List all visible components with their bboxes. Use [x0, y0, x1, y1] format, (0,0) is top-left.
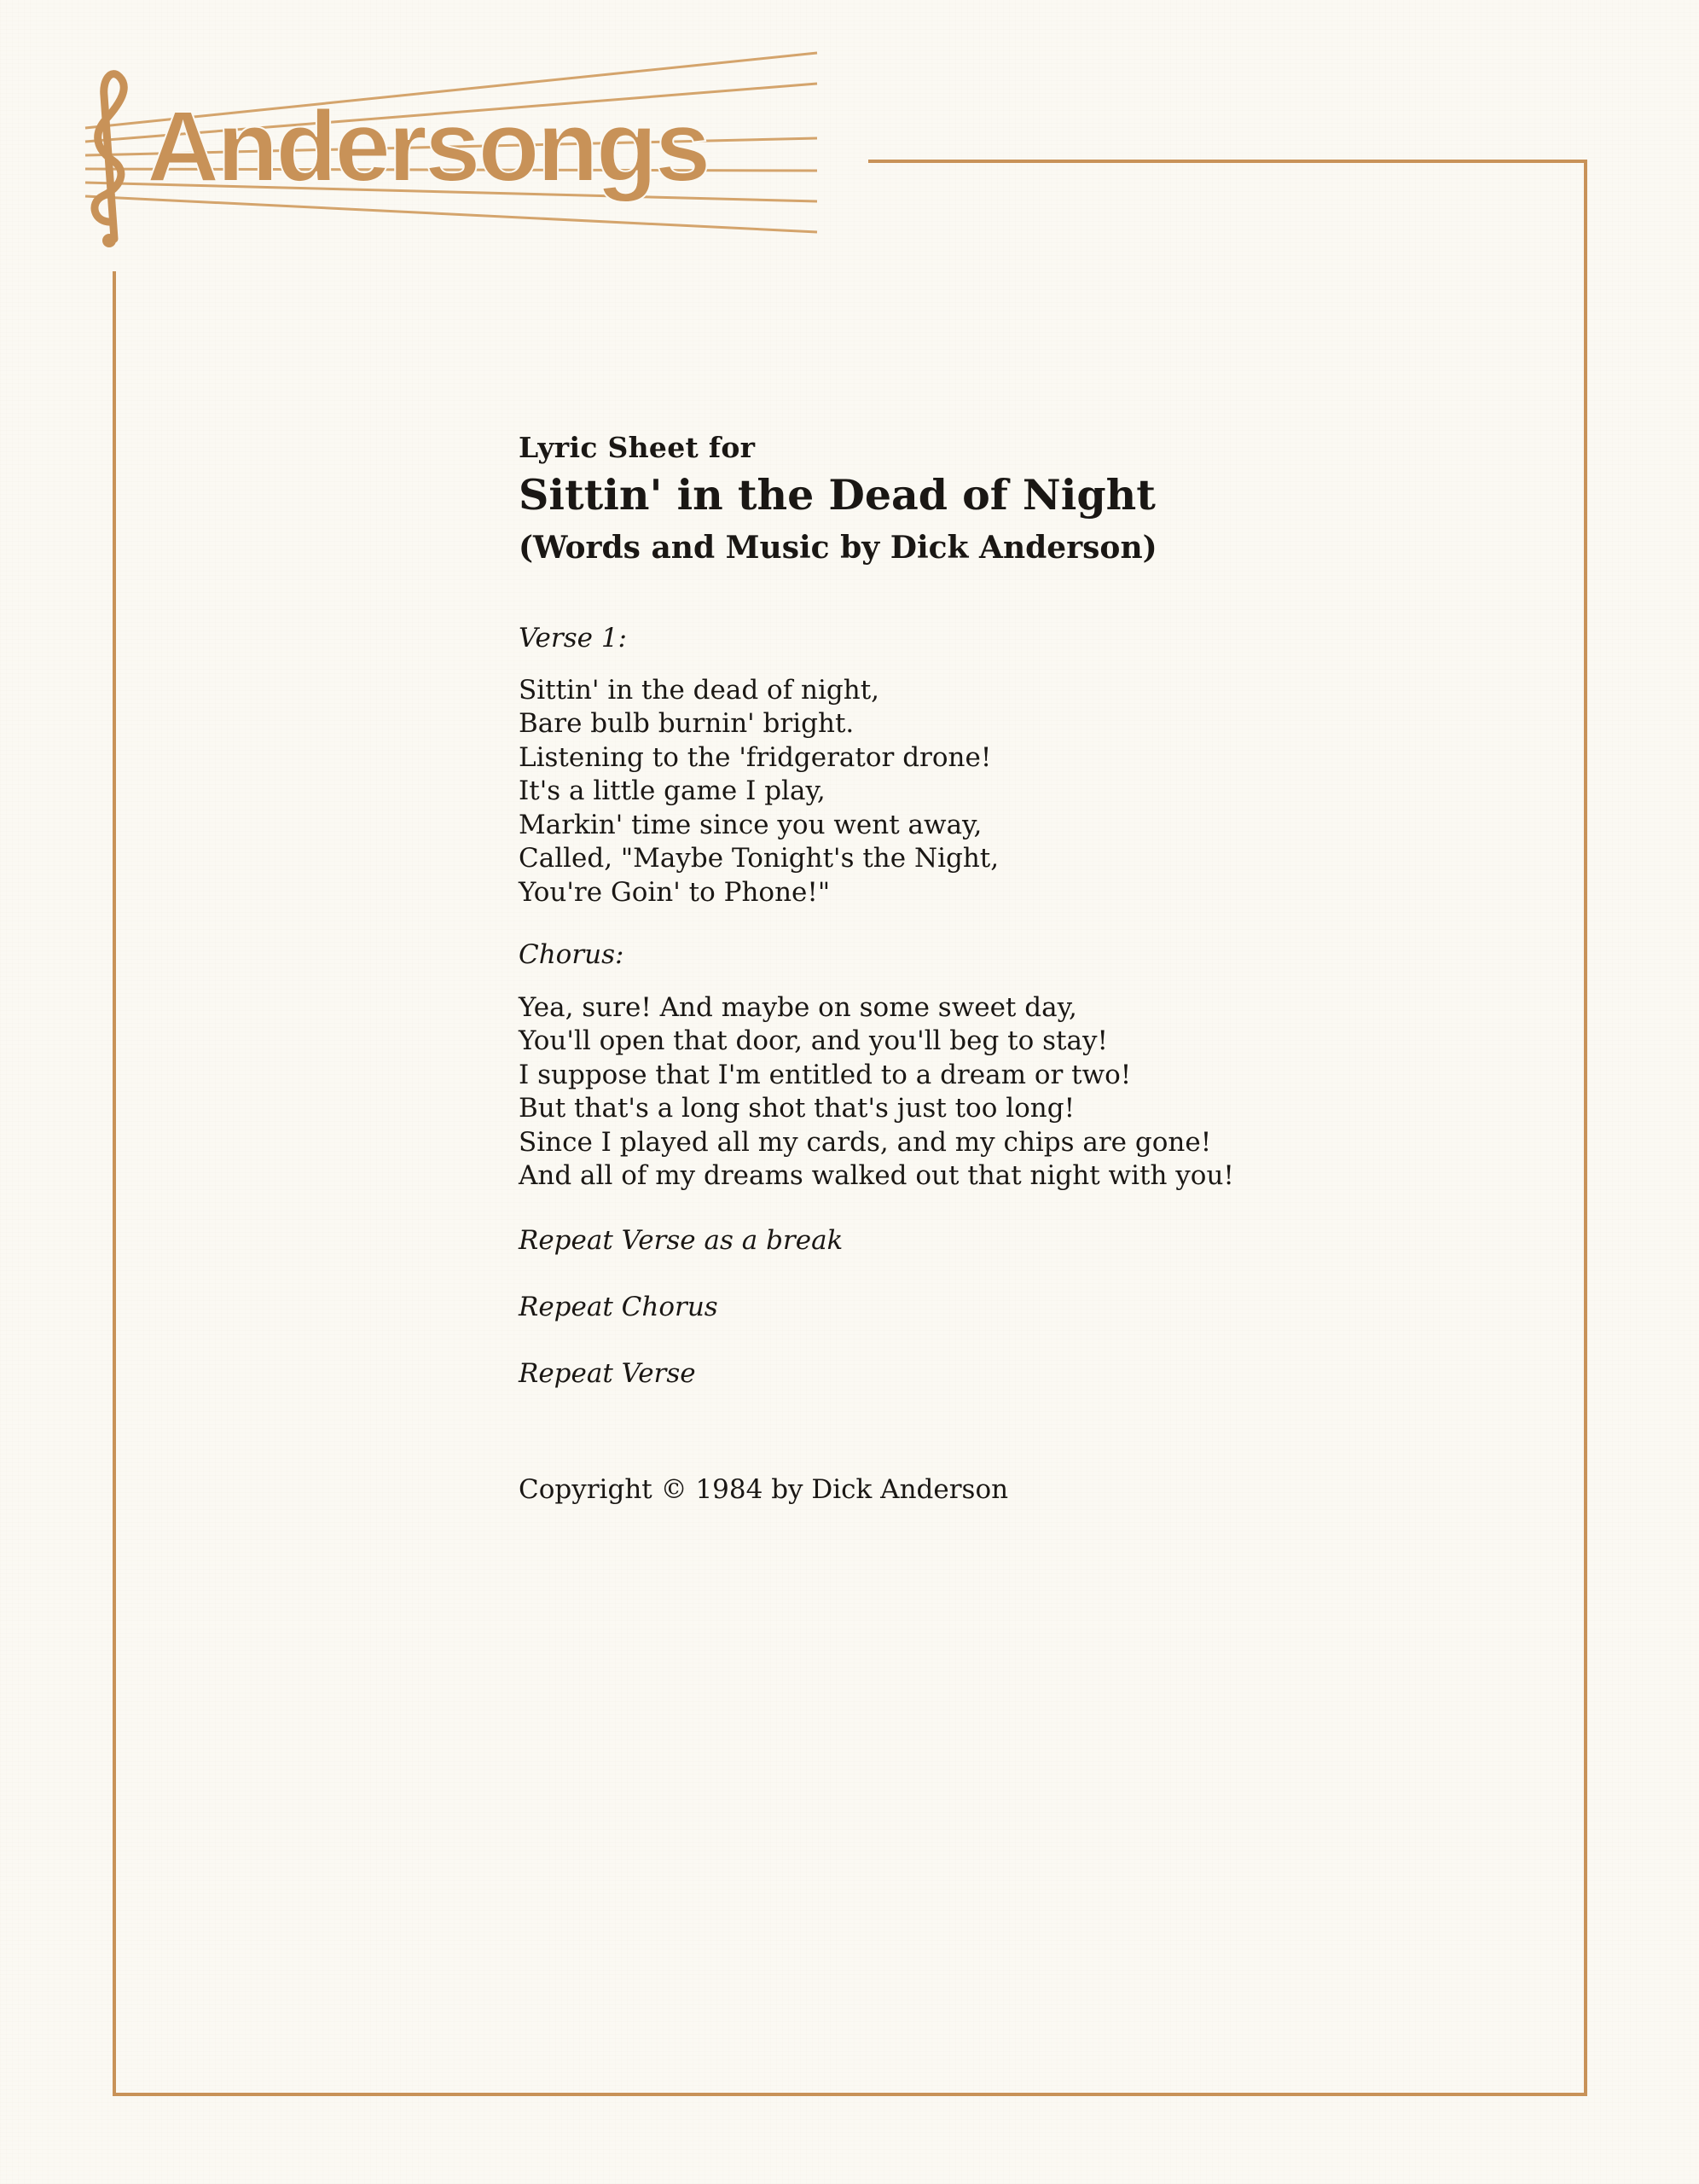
song-title: Sittin' in the Dead of Night: [519, 469, 1156, 520]
chorus-lines: [519, 991, 1559, 1194]
verse-line: Markin' time since you went away,: [519, 809, 983, 840]
copyright-notice: Copyright © 1984 by Dick Anderson: [519, 1473, 1009, 1505]
lyric-sheet: [519, 431, 1559, 1507]
andersongs-logo: [68, 43, 836, 264]
frame-bottom-rule: [113, 2093, 1587, 2096]
chorus-line: Since I played all my cards, and my chips are gone!: [519, 1126, 1212, 1158]
chorus-line: I suppose that I'm entitled to a dream or two!: [519, 1059, 1132, 1090]
verse-line: Bare bulb burnin' bright.: [519, 708, 855, 740]
logo-wordmark: Andersongs: [147, 90, 709, 203]
frame-right-rule: [1584, 160, 1587, 2096]
verse-line: Called, "Maybe Tonight's the Night,: [519, 843, 1000, 874]
repeat-instruction: Repeat Chorus: [519, 1291, 718, 1322]
verse-label: Verse 1:: [519, 622, 627, 653]
chorus-line: And all of my dreams walked out that night with you!: [519, 1160, 1234, 1192]
verse-lines: [519, 674, 1559, 910]
repeat-instructions: [519, 1223, 1559, 1391]
verse-line: Sittin' in the dead of night,: [519, 674, 880, 706]
verse-line: It's a little game I play,: [519, 775, 826, 807]
chorus-label: Chorus:: [519, 939, 624, 971]
chorus-line: Yea, sure! And maybe on some sweet day,: [519, 991, 1077, 1023]
verse-line: You're Goin' to Phone!": [519, 876, 831, 908]
verse-line: Listening to the 'fridgerator drone!: [519, 741, 992, 773]
repeat-instruction: Repeat Verse as a break: [519, 1224, 844, 1256]
repeat-instruction: Repeat Verse: [519, 1358, 696, 1390]
lyric-sheet-intro: Lyric Sheet for: [519, 431, 756, 464]
frame-left-rule: [113, 271, 116, 2096]
treble-clef-icon: [95, 74, 124, 247]
song-credits: (Words and Music by Dick Anderson): [519, 530, 1157, 566]
chorus-line: But that's a long shot that's just too long!: [519, 1093, 1076, 1124]
chorus-line: You'll open that door, and you'll beg to stay!: [519, 1025, 1108, 1057]
frame-top-rule: [868, 160, 1587, 163]
